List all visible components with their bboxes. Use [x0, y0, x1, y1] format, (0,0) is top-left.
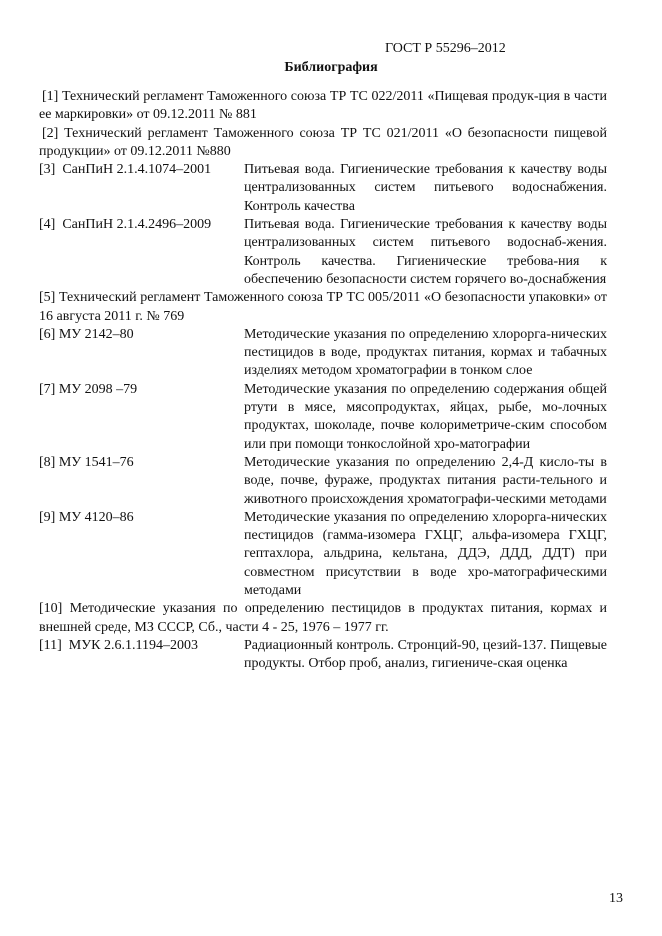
bibliography-entry: [10] Методические указания по определению пестицидов в продуктах питания, кормах и внешней среде, МЗ СССР, Сб., части 4 - 25, 1976 – 1977 гг. — [39, 601, 607, 635]
bibliography-entry: [5] Технический регламент Таможенного союза ТР ТС 005/2011 «О безопасности упаковки» от 16 августа 2011 г. № 769 — [39, 290, 607, 324]
entry-description: Методические указания по определению хлорорга-нических пестицидов (гамма-изомера ГХЦГ, альфа-изомера ГХЦГ, гептахлора, альдрина, кельтана, ДДЭ, ДДД, ДДТ) при совместном присутствии в воде хро-матографическими методами — [244, 509, 607, 599]
bibliography-entry — [39, 161, 607, 216]
bibliography-entry: [1] Технический регламент Таможенного союза ТР ТС 022/2011 «Пищевая продук-ция в части ее маркировки» от 09.12.2011 № 881 — [39, 89, 607, 123]
entry-reference: [6] МУ 2142–80 — [39, 326, 134, 342]
bibliography-entry — [39, 454, 607, 509]
bibliography-list — [39, 88, 607, 674]
entry-reference: [4] СанПиН 2.1.4.2496–2009 — [39, 217, 212, 233]
bibliography-entry — [39, 509, 607, 600]
standard-designation: ГОСТ Р 55296–2012 — [385, 41, 506, 56]
entry-reference: [11] МУК 2.6.1.1194–2003 — [39, 637, 198, 653]
bibliography-entry — [39, 216, 607, 289]
entry-description: Питьевая вода. Гигиенические требования к качеству воды централизованных систем питьевого водоснабжения. Контроль качества — [244, 162, 607, 214]
entry-description: Питьевая вода. Гигиенические требования к качеству воды централизованных систем питьевого водоснаб-жения. Контроль качества. Гигиенические требова-ния к обеспечению безопасности систем горячего во-доснабжения — [244, 217, 607, 287]
page-number: 13 — [609, 891, 623, 906]
entry-description: Методические указания по определению 2,4-Д кисло-ты в воде, почве, фураже, продуктах питания расти-тельного и животного происхождения хроматографи-ческими методами — [244, 454, 607, 507]
entry-reference: [8] МУ 1541–76 — [39, 454, 134, 470]
entry-description: Радиационный контроль. Стронций-90, цезий-137. Пищевые продукты. Отбор проб, анализ, гигиениче-ская оценка — [244, 637, 607, 672]
bibliography-title: Библиография — [284, 60, 378, 75]
entry-description: Методические указания по определению содержания общей ртути в мясе, мясопродуктах, яйцах, рыбе, мо-лочных продуктах, шоколаде, почве колориметриче-ским способом или при помощи тонкослойной хро-матографии — [244, 381, 607, 452]
bibliography-entry — [39, 326, 607, 381]
entry-reference: [9] МУ 4120–86 — [39, 509, 134, 525]
entry-reference: [7] МУ 2098 –79 — [39, 381, 138, 397]
entry-reference: [3] СанПиН 2.1.4.1074–2001 — [39, 162, 212, 178]
bibliography-entry — [39, 381, 607, 454]
bibliography-entry — [39, 637, 607, 674]
entry-description: Методические указания по определению хлорорга-нических пестицидов в воде, продуктах питания, кормах и табачных изделиях методом хроматографии в тонком слое — [244, 326, 607, 379]
bibliography-entry: [2] Технический регламент Таможенного союза ТР ТС 021/2011 «О безопасности пищевой продукции» от 09.12.2011 №880 — [39, 125, 607, 159]
